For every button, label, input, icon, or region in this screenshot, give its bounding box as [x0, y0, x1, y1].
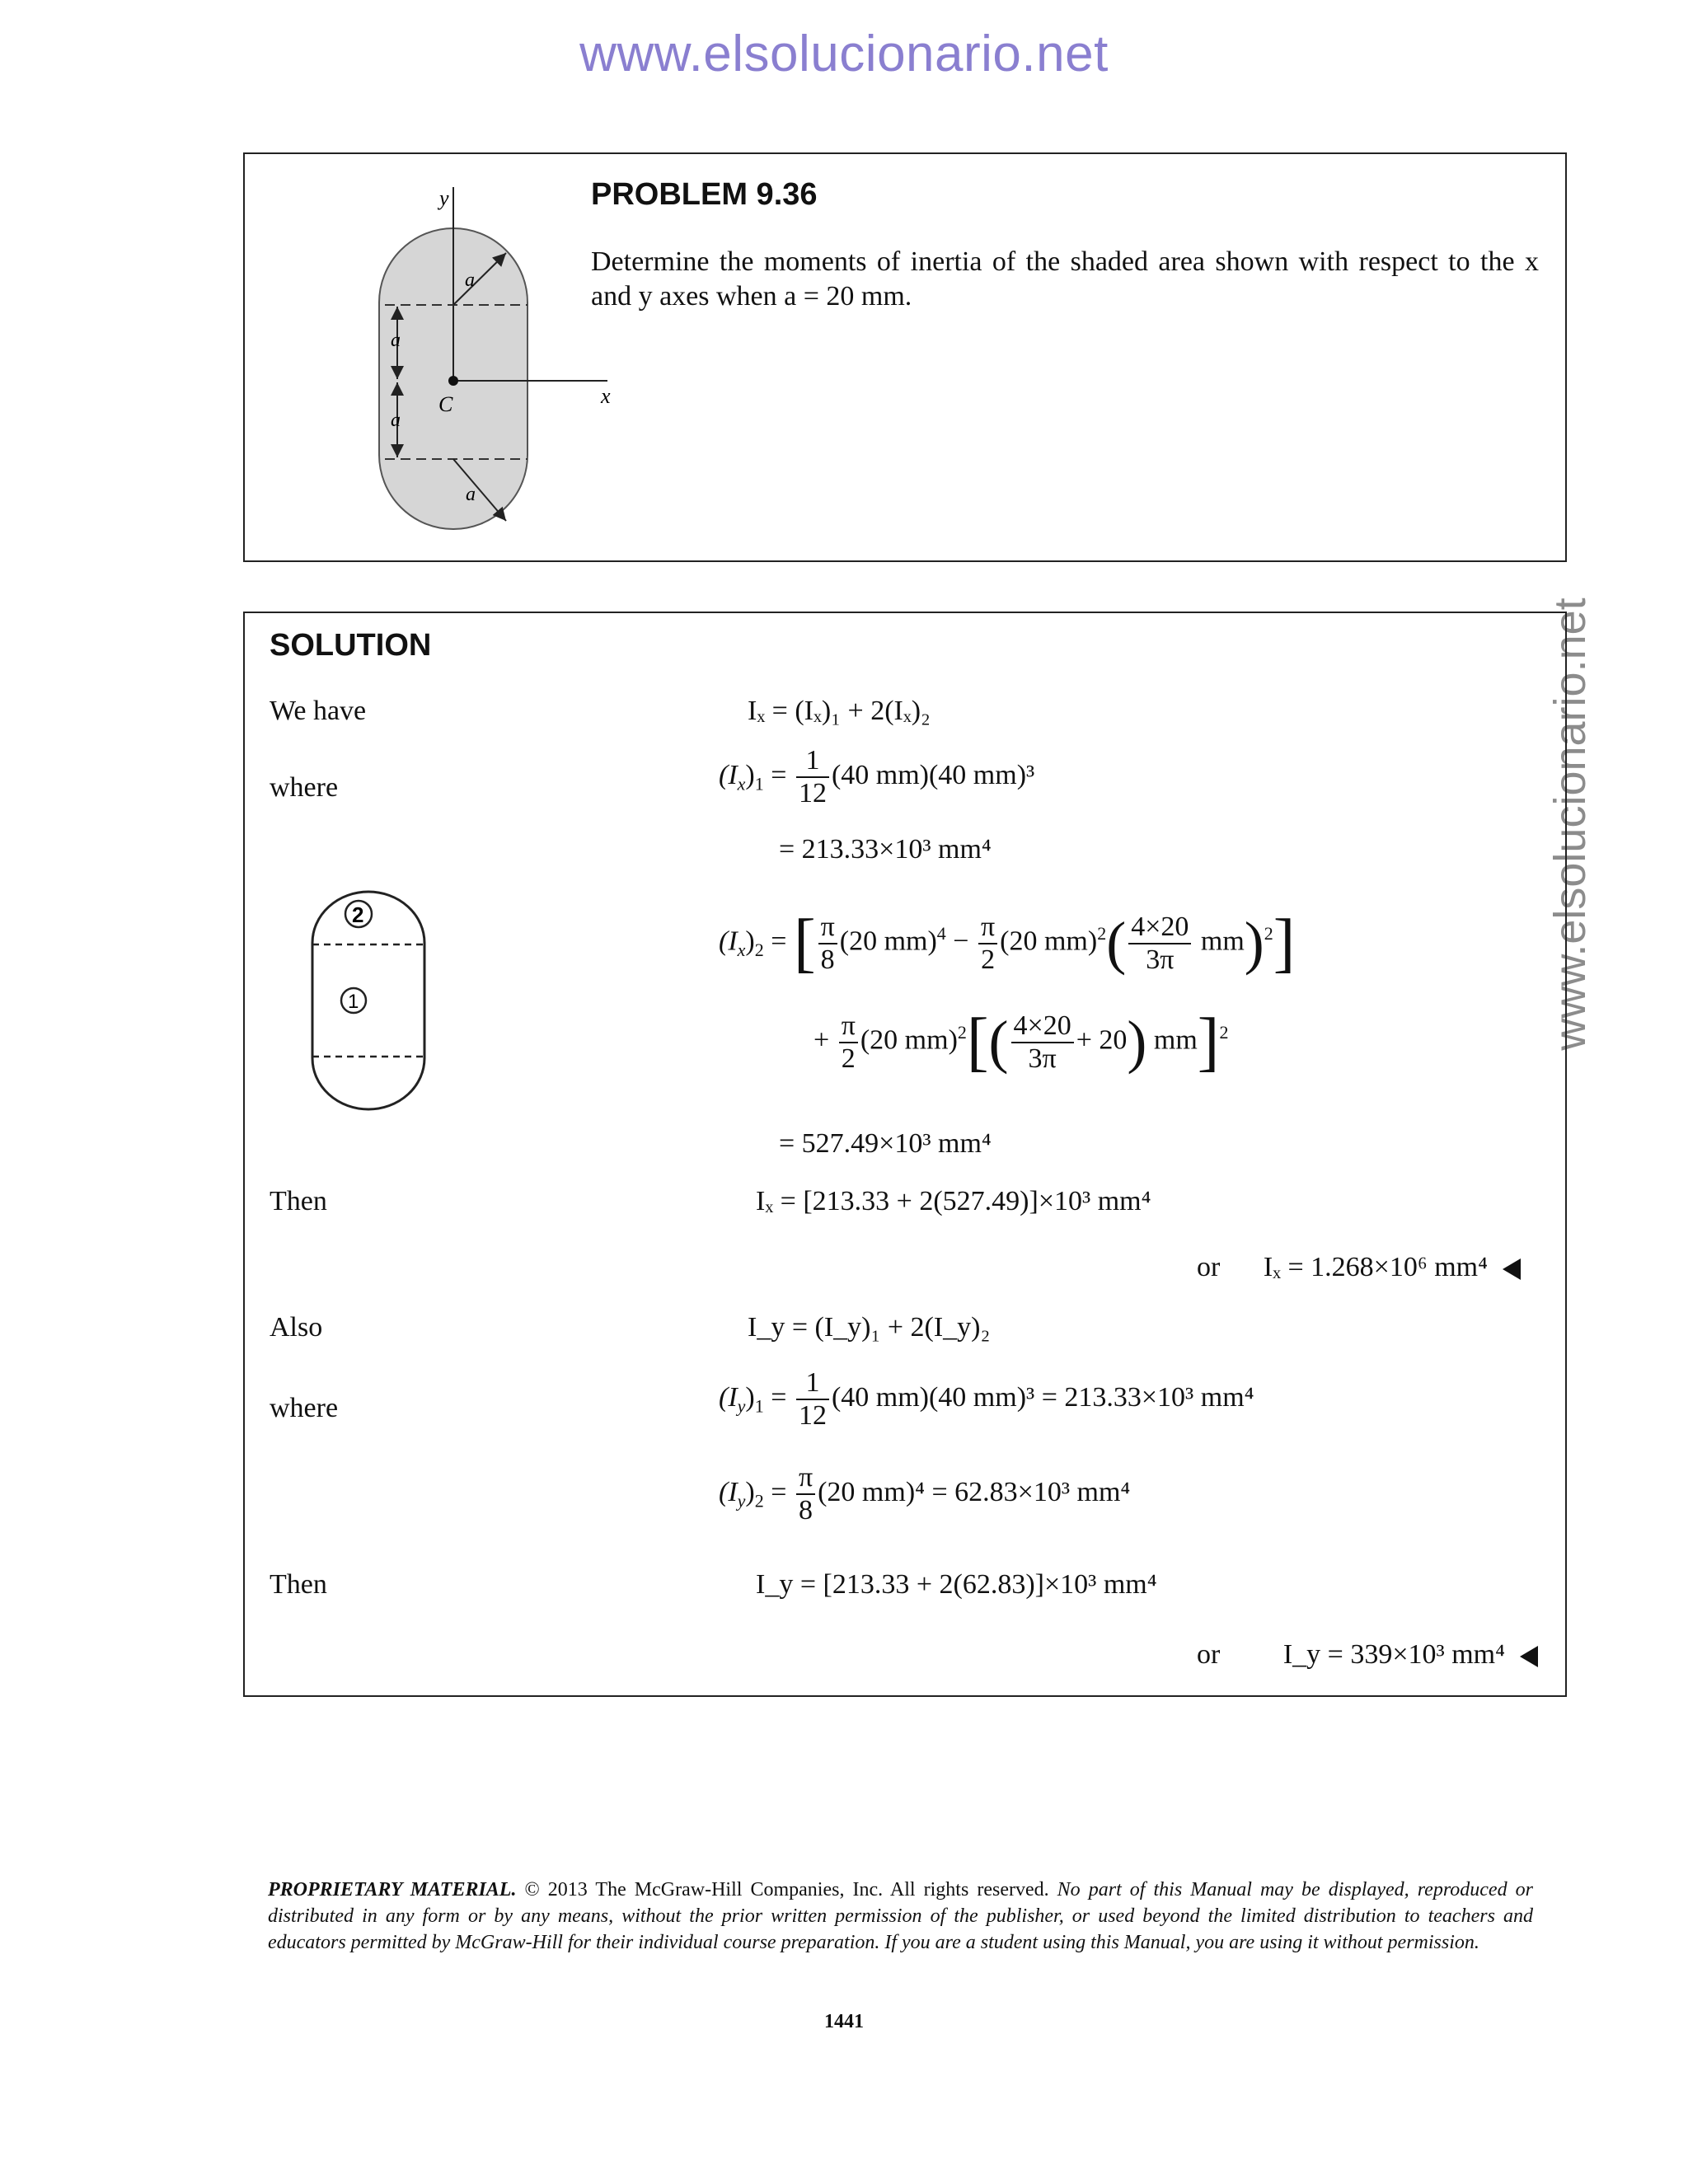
- eq-iy1: $(I_y)_1$ = $\frac{1}{12}$ (40 mm)(40 mm)³ = 213.33×10³ mm⁴: [719, 1367, 1254, 1431]
- frac-den: 2: [841, 1043, 856, 1074]
- frac-den: 8: [799, 1495, 814, 1526]
- frac-num: 1: [796, 745, 829, 778]
- problem-title: PROBLEM 9.36: [591, 177, 818, 212]
- frac-den: 3π: [1146, 944, 1175, 975]
- label-a-lower-dim: a: [391, 410, 401, 431]
- eq-iy2: $(I_y)_2$ = $\frac{\pi}{8}$ (20 mm)⁴ = 62.83×10³ mm⁴: [719, 1462, 1131, 1526]
- frac-4x20-3pi-b: [1011, 1010, 1074, 1075]
- eq-iy2-rhs: (20 mm)⁴ = 62.83×10³ mm⁴: [818, 1476, 1131, 1507]
- sketch-label-2: 2: [352, 902, 364, 927]
- eq-ix1-rhs: (40 mm)(40 mm)³: [831, 759, 1035, 790]
- frac-1-12-b: [796, 1367, 829, 1432]
- centroid-dot: [448, 376, 458, 386]
- footer-rights: © 2013 The McGraw-Hill Companies, Inc. All rights reserved.: [516, 1879, 1057, 1900]
- eq-ix1: $(I_x)_1$ = $\frac{1}{12}$ (40 mm)(40 mm)³: [719, 745, 1035, 808]
- parts-sketch: [302, 885, 426, 1116]
- eq-ix-then: Iₓ = [213.33 + 2(527.49)]×10³ mm⁴: [756, 1186, 1151, 1216]
- sketch-label-1: 1: [348, 991, 359, 1013]
- eq-ix2-cont: + $\frac{\pi}{2}$ (20 mm)$^2$[( $\frac{4\times 20}{3\pi}$ + 20) mm]$^2$: [814, 1005, 1229, 1078]
- footer-lead: PROPRIETARY MATERIAL.: [268, 1879, 517, 1900]
- frac-pi-8-b: [796, 1462, 815, 1526]
- sketch-outline: [312, 892, 424, 1109]
- answer-marker-icon: [1520, 1646, 1538, 1667]
- problem-figure: [286, 171, 781, 550]
- frac-num: π: [839, 1010, 858, 1043]
- label-also: Also: [270, 1312, 323, 1343]
- frac-num: 1: [796, 1367, 829, 1400]
- frac-den: 12: [798, 1400, 827, 1431]
- frac-pi-2-b: [839, 1010, 858, 1075]
- label-then-2: Then: [270, 1569, 327, 1600]
- label-a-top-radius: a: [465, 269, 475, 291]
- eq-ix-def: Iₓ = (Iₓ)₁ + 2(Iₓ)₂: [748, 696, 931, 726]
- problem-statement: Determine the moments of inertia of the shaded area shown with respect to the x and y axes when a = 20 mm.: [591, 246, 1539, 312]
- label-y: y: [439, 186, 449, 210]
- ix-result-line: [1197, 1252, 1521, 1283]
- frac-den: 2: [981, 944, 996, 975]
- problem-box: [243, 152, 1567, 562]
- label-a-bottom-radius: a: [466, 484, 476, 505]
- eq-ix2: $(I_x)_2$ = [ $\frac{\pi}{8}$ (20 mm)$^4$ − $\frac{\pi}{2}$ (20 mm)$^2$( $\frac{4\times 20}{3\pi}$ mm)$^2$]: [719, 907, 1296, 979]
- label-we-have: We have: [270, 696, 367, 726]
- eq-iy-def: I_y = (I_y)₁ + 2(I_y)₂: [748, 1312, 991, 1343]
- iy-result-line: [1197, 1639, 1538, 1671]
- label-then-1: Then: [270, 1186, 327, 1216]
- frac-num: π: [796, 1462, 815, 1495]
- footer-notice: [268, 1877, 1533, 1956]
- watermark-top: www.elsolucionario.net: [579, 26, 1109, 82]
- frac-1-12: [796, 745, 829, 809]
- frac-num: π: [978, 912, 997, 944]
- eq-iy-result: I_y = 339×10³ mm⁴: [1282, 1639, 1505, 1670]
- solution-title: SOLUTION: [270, 628, 432, 663]
- frac-pi-8: [818, 912, 837, 976]
- frac-pi-2: [978, 912, 997, 976]
- answer-marker-icon: [1503, 1258, 1521, 1280]
- frac-4x20-3pi: [1128, 912, 1191, 976]
- page-number: 1441: [824, 2011, 864, 2032]
- frac-num: π: [818, 912, 837, 944]
- label-where-2: where: [270, 1393, 339, 1423]
- eq-iy-then: I_y = [213.33 + 2(62.83)]×10³ mm⁴: [756, 1569, 1157, 1600]
- label-c: C: [438, 392, 453, 416]
- eq-ix-result: Iₓ = 1.268×10⁶ mm⁴: [1263, 1252, 1488, 1282]
- label-or-1: or: [1197, 1252, 1221, 1282]
- frac-den: 8: [820, 944, 835, 975]
- label-a-upper-dim: a: [391, 330, 401, 351]
- label-x: x: [601, 384, 611, 408]
- solution-box: [243, 612, 1567, 1697]
- frac-num: 4×20: [1128, 912, 1191, 944]
- frac-den: 3π: [1028, 1043, 1057, 1074]
- frac-num: 4×20: [1011, 1010, 1074, 1043]
- eq-ix2-value: = 527.49×10³ mm⁴: [779, 1128, 992, 1159]
- eq-ix1-value: = 213.33×10³ mm⁴: [779, 834, 992, 865]
- label-where-1: where: [270, 772, 339, 803]
- footer-notice-text: No part of this Manual may be displayed, reproduced or distributed in any form or by any means, without the prior written permission of the publisher, or used beyond the limited distribution to teachers and educators permitted by McGraw-Hill for their individual course preparation. If you are a student using this Manual, you are using it without permission.: [268, 1879, 1533, 1953]
- label-or-2: or: [1197, 1639, 1221, 1670]
- watermark-side-text: www.elsolucionario.net: [1545, 598, 1595, 1051]
- frac-den: 12: [798, 778, 827, 808]
- eq-iy1-rhs: (40 mm)(40 mm)³ = 213.33×10³ mm⁴: [831, 1381, 1254, 1413]
